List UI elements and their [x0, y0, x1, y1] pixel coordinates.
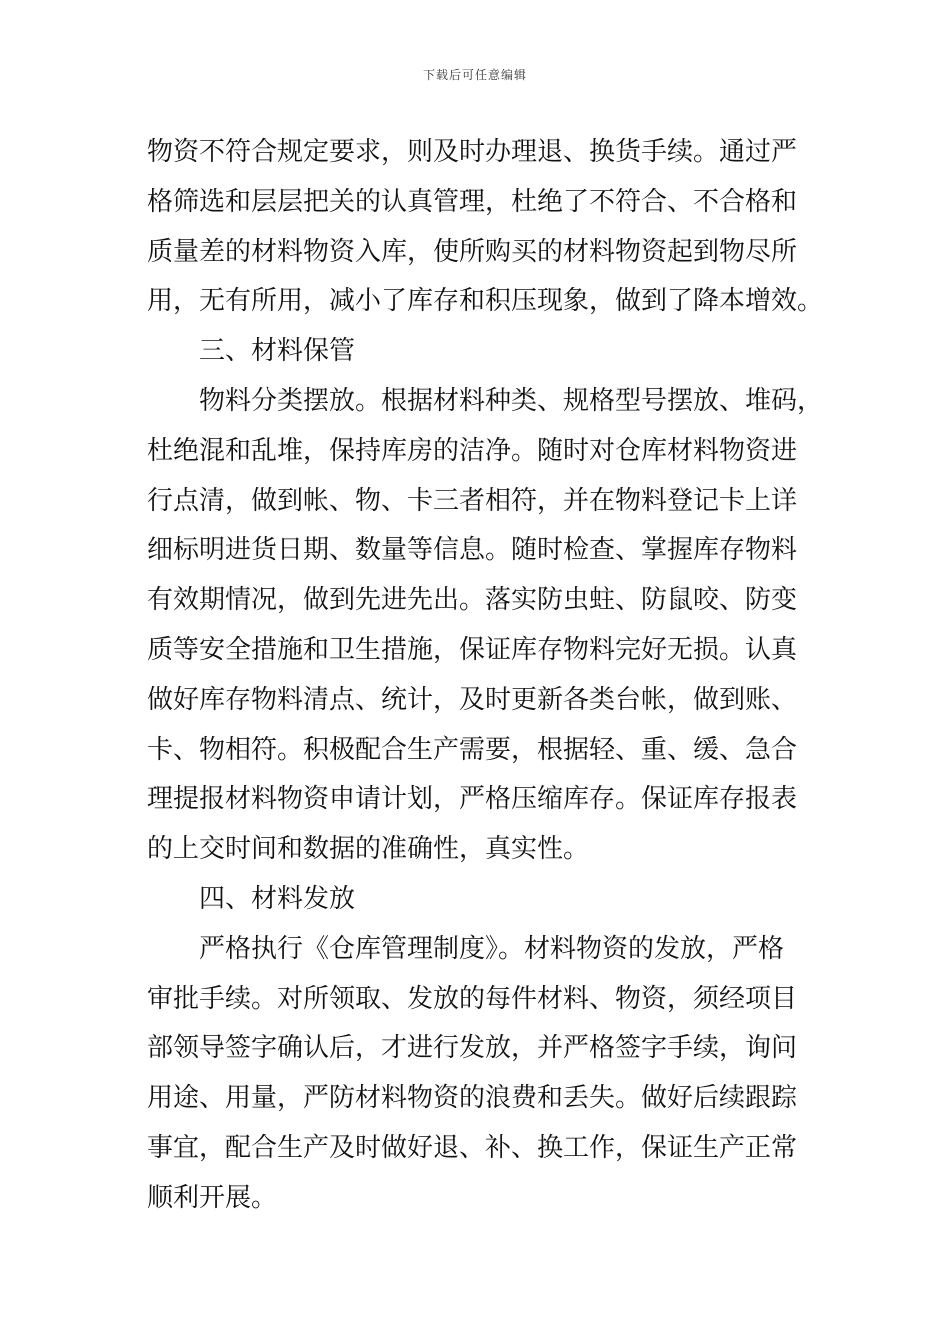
text-line: 事宜，配合生产及时做好退、补、换工作，保证生产正常 [147, 1132, 798, 1163]
text-line: 严格执行《仓库管理制度》。材料物资的发放，严格 [199, 933, 785, 964]
page-header: 下载后可任意编辑 [422, 68, 527, 82]
text-line: 质量差的材料物资入库，使所购买的材料物资起到物尽所 [147, 236, 798, 267]
text-line: 审批手续。对所领取、发放的每件材料、物资，须经项目 [147, 983, 798, 1014]
section-heading-material-storage: 三、材料保管 [199, 336, 356, 367]
text-line: 格筛选和层层把关的认真管理，杜绝了不符合、不合格和 [147, 186, 798, 217]
text-line: 物料分类摆放。根据材料种类、规格型号摆放、堆码， [199, 385, 824, 416]
paragraph-material-issuance [147, 925, 807, 1224]
text-line: 用途、用量，严防材料物资的浪费和丢失。做好后续跟踪 [147, 1083, 798, 1114]
text-line: 理提报材料物资申请计划，严格压缩库存。保证库存报表 [147, 784, 798, 815]
paragraph-procurement-end [147, 128, 824, 327]
text-line: 卡、物相符。积极配合生产需要，根据轻、重、缓、急合 [147, 734, 798, 765]
text-line: 质等安全措施和卫生措施，保证库存物料完好无损。认真 [147, 634, 798, 665]
text-line: 用，无有所用，减小了库存和积压现象，做到了降本增效。 [147, 286, 824, 317]
section-heading-material-issuance: 四、材料发放 [199, 883, 356, 914]
document-body [147, 128, 824, 1224]
text-line: 细标明进货日期、数量等信息。随时检查、掌握库存物料 [147, 535, 798, 566]
text-line: 的上交时间和数据的准确性，真实性。 [147, 834, 590, 865]
text-line: 有效期情况，做到先进先出。落实防虫蛀、防鼠咬、防变 [147, 585, 798, 616]
text-line: 物资不符合规定要求，则及时办理退、换货手续。通过严 [147, 137, 798, 167]
paragraph-material-storage [147, 377, 824, 875]
text-line: 部领导签字确认后，才进行发放，并严格签字手续，询问 [147, 1033, 798, 1064]
text-line: 杜绝混和乱堆，保持库房的洁净。随时对仓库材料物资进 [147, 435, 798, 466]
text-line: 做好库存物料清点、统计，及时更新各类台帐，做到账、 [147, 684, 798, 715]
text-line: 行点清，做到帐、物、卡三者相符，并在物料登记卡上详 [147, 485, 798, 516]
text-line: 顺利开展。 [147, 1182, 278, 1213]
